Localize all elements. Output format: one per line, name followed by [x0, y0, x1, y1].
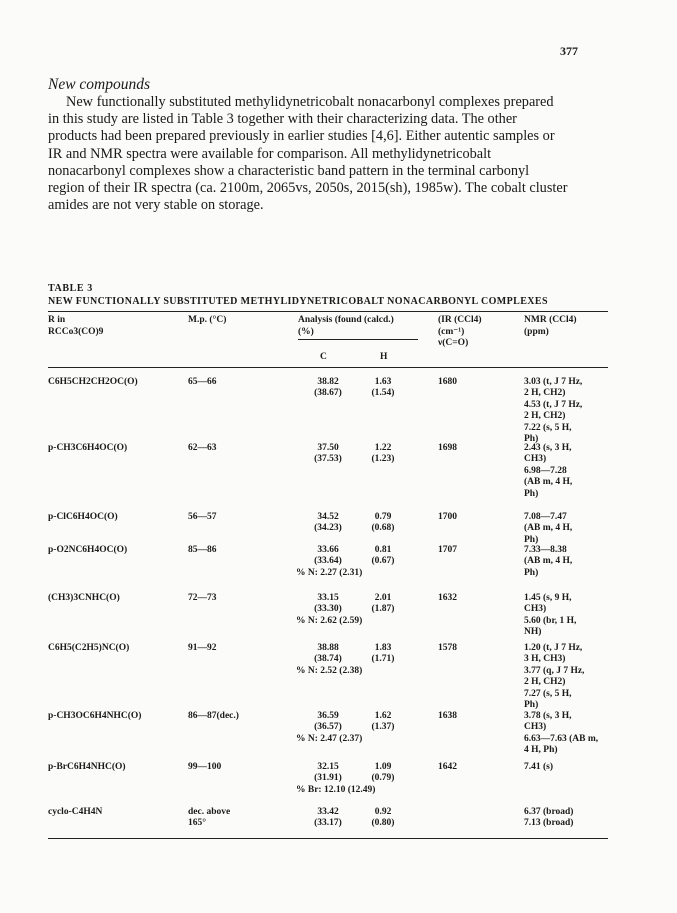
cell-r: p-O2NC6H4OC(O)	[48, 545, 128, 555]
cell-ir: 1707	[438, 545, 457, 555]
cell-n: % N: 2.27 (2.31)	[296, 568, 363, 578]
header-c: C	[320, 352, 327, 362]
cell-c: 33.66 (33.64)	[314, 545, 342, 567]
cell-nmr: 3.78 (s, 3 H, CH3) 6.63—7.63 (AB m, 4 H, Ph)	[524, 711, 599, 756]
cell-n: % N: 2.62 (2.59)	[296, 616, 363, 626]
table-top-rule	[48, 311, 608, 312]
cell-mp: 65—66	[188, 377, 217, 387]
cell-nmr: 6.37 (broad) 7.13 (broad)	[524, 807, 574, 829]
cell-mp: 85—86	[188, 545, 217, 555]
section-heading: New compounds	[48, 76, 151, 93]
cell-h: 1.83 (1.71)	[371, 643, 395, 665]
cell-c: 33.42 (33.17)	[314, 807, 342, 829]
cell-r: C6H5(C2H5)NC(O)	[48, 643, 130, 653]
table-label: TABLE 3	[48, 283, 93, 294]
cell-ir: 1698	[438, 443, 457, 453]
cell-mp: dec. above 165°	[188, 807, 231, 829]
cell-nmr: 7.08—7.47 (AB m, 4 H, Ph)	[524, 512, 573, 545]
cell-c: 32.15 (31.91)	[314, 762, 342, 784]
table-header-rule	[48, 367, 608, 368]
header-r: R in RCCo3(CO)9	[48, 315, 104, 337]
cell-ir: 1638	[438, 711, 457, 721]
cell-h: 0.81 (0.67)	[371, 545, 395, 567]
cell-n: % N: 2.47 (2.37)	[296, 734, 363, 744]
cell-h: 0.79 (0.68)	[371, 512, 395, 534]
cell-r: p-BrC6H4NHC(O)	[48, 762, 126, 772]
cell-nmr: 1.45 (s, 9 H, CH3) 5.60 (br, 1 H, NH)	[524, 593, 577, 638]
table-title: NEW FUNCTIONALLY SUBSTITUTED METHYLIDYNETRICOBALT NONACARBONYL COMPLEXES	[48, 296, 548, 307]
cell-ir: 1680	[438, 377, 457, 387]
cell-h: 1.62 (1.37)	[371, 711, 395, 733]
cell-mp: 86—87(dec.)	[188, 711, 239, 721]
cell-h: 1.63 (1.54)	[371, 377, 395, 399]
cell-ir: 1632	[438, 593, 457, 603]
cell-r: p-CH3C6H4OC(O)	[48, 443, 128, 453]
page-number: 377	[560, 44, 578, 58]
cell-ir: 1700	[438, 512, 457, 522]
cell-r: C6H5CH2CH2OC(O)	[48, 377, 138, 387]
cell-mp: 56—57	[188, 512, 217, 522]
header-ir: (IR (CCl4) (cm⁻¹) ν(C=O)	[438, 315, 482, 348]
cell-n: % Br: 12.10 (12.49)	[296, 785, 376, 795]
cell-nmr: 1.20 (t, J 7 Hz, 3 H, CH3) 3.77 (q, J 7 Hz, 2 H, CH2) 7.27 (s, 5 H, Ph)	[524, 643, 585, 711]
cell-mp: 99—100	[188, 762, 222, 772]
cell-c: 33.15 (33.30)	[314, 593, 342, 615]
cell-r: p-ClC6H4OC(O)	[48, 512, 118, 522]
cell-mp: 91—92	[188, 643, 217, 653]
cell-nmr: 3.03 (t, J 7 Hz, 2 H, CH2) 4.53 (t, J 7 Hz, 2 H, CH2) 7.22 (s, 5 H, Ph)	[524, 377, 583, 445]
header-analysis: Analysis (found (calcd.) (%)	[298, 315, 394, 337]
header-nmr: NMR (CCl4) (ppm)	[524, 315, 577, 337]
cell-nmr: 7.33—8.38 (AB m, 4 H, Ph)	[524, 545, 573, 578]
cell-ir: 1642	[438, 762, 457, 772]
cell-c: 38.88 (38.74)	[314, 643, 342, 665]
cell-mp: 62—63	[188, 443, 217, 453]
cell-n: % N: 2.52 (2.38)	[296, 666, 363, 676]
cell-nmr: 2.43 (s, 3 H, CH3) 6.98—7.28 (AB m, 4 H, Ph)	[524, 443, 573, 499]
cell-c: 36.59 (36.57)	[314, 711, 342, 733]
cell-h: 1.09 (0.79)	[371, 762, 395, 784]
analysis-sub-rule	[298, 339, 418, 340]
cell-c: 37.50 (37.53)	[314, 443, 342, 465]
cell-r: (CH3)3CNHC(O)	[48, 593, 120, 603]
cell-h: 2.01 (1.87)	[371, 593, 395, 615]
cell-mp: 72—73	[188, 593, 217, 603]
cell-c: 38.82 (38.67)	[314, 377, 342, 399]
cell-c: 34.52 (34.23)	[314, 512, 342, 534]
header-h: H	[380, 352, 388, 362]
cell-h: 1.22 (1.23)	[371, 443, 395, 465]
cell-h: 0.92 (0.80)	[371, 807, 395, 829]
cell-r: p-CH3OC6H4NHC(O)	[48, 711, 142, 721]
cell-r: cyclo-C4H4N	[48, 807, 103, 817]
table-bottom-rule	[48, 838, 608, 839]
header-mp: M.p. (°C)	[188, 315, 227, 325]
section-body: New functionally substituted methylidynetricobalt nonacarbonyl complexes prepared in this study are listed in Table 3 together with their characterizing data. The other products had been prepared previously in earlier studies [4,6]. Either autentic samples or IR and NMR spectra were available for comparison. All methylidynetricobalt nonacarbonyl complexes show a characteristic band pattern in the terminal carbonyl region of their IR spectra (ca. 2100m, 2065vs, 2050s, 2015(sh), 1985w). The cobalt cluster amides are not very stable on storage.	[48, 94, 568, 214]
cell-ir: 1578	[438, 643, 457, 653]
cell-nmr: 7.41 (s)	[524, 762, 554, 772]
